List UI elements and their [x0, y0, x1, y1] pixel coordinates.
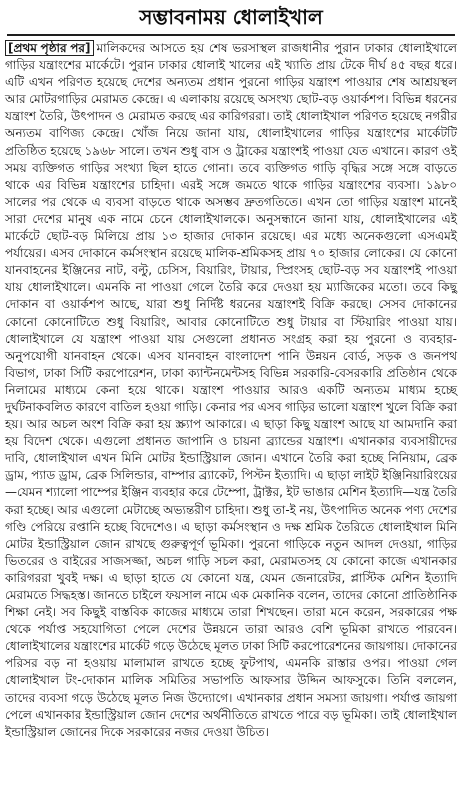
headline-divider	[7, 34, 455, 36]
article-body-text: মালিকদের আসতে হয় শেষ ভরসাস্থল রাজধানীর পুরান ঢাকার ধোলাইখালে গাড়ির যন্ত্রাংশের মার্কেটে। পুরান ঢাকার ধোলাই খালের এই খ্যাতি প্রায় টেকে দীর্ঘ ৪৫ বছর ধরে। এটি এখন পরিণত হয়েছে দেশের অন্যতম প্রধান পুরনো গাড়ির যন্ত্রাংশ পাওয়ার শেষ আশ্রয়স্থল আর মোটরগাড়ির মেরামত কেন্দ্রে। এ এলাকায় রয়েছে অসংখ্য ছোট-বড় ওয়ার্কশপ। বিভিন্ন ধরনের যন্ত্রাংশ তৈরি, উৎপাদন ও মেরামত করছে এর কারিগররা। তাই ধোলাইখাল পরিণত হয়েছে নগরীর অন্যতম বাণিজ্য কেন্দ্রে। খোঁজ নিয়ে জানা যায়, ধোলাইখালের গাড়ির যন্ত্রাংশের মার্কেটটি প্রতিষ্ঠিত হয়েছে ১৯৬৮ সালে। তখন শুধু বাস ও ট্রাকের যন্ত্রাংশই পাওয়া যেত এখানে। কারণ ওই সময় ব্যক্তিগত গাড়ির সংখ্যা ছিল হাতে গোনা। তবে ব্যক্তিগত গাড়ি বৃদ্ধির সঙ্গে সঙ্গে বাড়তে থাকে এর বিভিন্ন যন্ত্রাংশের চাহিদা। এরই সঙ্গে জমতে থাকে গাড়ির যন্ত্রাংশের ব্যবসা। ১৯৮০ সালের পর থেকে এ ব্যবসা বাড়তে থাকে অসম্ভব দ্রুতগতিতে। এখন তো গাড়ির যন্ত্রাংশ মানেই সারা দেশের মানুষ এক নামে চেনে ধোলাইখালকে। অনুসন্ধানে জানা যায়, ধোলাইখালের এই মার্কেটে ছোট-বড় মিলিয়ে প্রায় ১৩ হাজার দোকান রয়েছে। এর মধ্যে অনেকগুলো এসএমই পর্যায়ের। এসব দোকানে কর্মসংস্থান রয়েছে মালিক-শ্রমিকসহ প্রায় ৭০ হাজার লোকের। যে কোনো যানবাহনের ইঞ্জিনের নাট, বল্টু, চেসিস, বিয়ারিং, টায়ার, স্প্রিংসহ ছোট-বড় সব যন্ত্রাংশই পাওয়া যায় ধোলাইখালে। এমনকি না পাওয়া গেলে তৈরি করে দেওয়া হয় ম্যাজিকের মতো। তবে কিছু দোকান বা ওয়ার্কশপ আছে, যারা শুধু নির্দিষ্ট ধরনের যন্ত্রাংশই বিক্রি করছে। সেসব দোকানের কোনো কোনোটিতে শুধু বিয়ারিং, আবার কোনোটিতে শুধু টায়ার বা স্টিয়ারিং পাওয়া যায়। ধোলাইখালে যে যন্ত্রাংশ পাওয়া যায় সেগুলো প্রধানত সংগ্রহ করা হয় পুরনো ও ব্যবহার-অনুপযোগী যানবাহন থেকে। এসব যানবাহন বাংলাদেশ পানি উন্নয়ন বোর্ড, সড়ক ও জনপথ বিভাগ, ঢাকা সিটি করপোরেশন, ঢাকা ক্যান্টনমেন্টসহ বিভিন্ন সরকারি-বেসরকারি প্রতিষ্ঠান থেকে নিলামের মাধ্যমে কেনা হয়ে থাকে। যন্ত্রাংশ পাওয়ার আরও একটি অন্যতম মাধ্যম হচ্ছে দুর্ঘটনাকবলিত কারণে বাতিল হওয়া গাড়ি। কেনার পর এসব গাড়ির ভালো যন্ত্রাংশ খুলে বিক্রি করা হয়। আর অচল অংশ বিক্রি করা হয় স্ক্র্যাপ আকারে। এ ছাড়া কিছু যন্ত্রাংশ আছে যা আমদানি করা হয় বিদেশ থেকে। এগুলো প্রধানত জাপানি ও চায়না ব্র্যান্ডের যন্ত্রাংশ। এখানকার ব্যবসায়ীদের দাবি, ধোলাইখাল এখন মিনি মোটর ইন্ডাস্ট্রিয়াল জোন। এখানে তৈরি করা হচ্ছে নিনিয়াম, ব্রেক ড্রাম, প্যাড ড্রাম, ব্রেক সিলিন্ডার, বাম্পার ব্র্যাকেট, পিস্টন ইত্যাদি। এ ছাড়া লাইট ইঞ্জিনিয়ারিংয়ের—যেমন শ্যালো পাম্পের ইঞ্জিন ব্যবহার করে টেম্পো, ট্রাক্টর, ইট ভাঙার মেশিন ইত্যাদি—যন্ত্র তৈরি করা হচ্ছে। আর এগুলো মেটাচ্ছে অভ্যন্তরীণ চাহিদা। শুধু তা-ই নয়, উৎপাদিত অনেক পণ্য দেশের গণ্ডি পেরিয়ে রপ্তানি হচ্ছে বিদেশেও। এ ছাড়া কর্মসংস্থান ও দক্ষ শ্রমিক তৈরিতে ধোলাইখাল মিনি মোটর ইন্ডাস্ট্রিয়াল জোন রাখছে গুরুত্বপূর্ণ ভূমিকা। পুরনো গাড়িকে নতুন আদল দেওয়া, গাড়ির ভিতরের ও বাইরের সাজসজ্জা, অচল গাড়ি সচল করা, মেরামতসহ যে কোনো কাজে এখানকার কারিগররা খুবই দক্ষ। এ ছাড়া হাতে যে কোনো যন্ত্র, যেমন জেনারেটর, প্লাস্টিক মেশিন ইত্যাদি মেরামতে সিদ্ধহস্ত। জানতে চাইলে ফয়সাল নামে এক মেকানিক বলেন, তাদের কোনো প্রাতিষ্ঠানিক শিক্ষা নেই। সব কিছুই বাস্তবিক কাজের মাধ্যমে তারা শিখছেন। তারা মনে করেন, সরকারের পক্ষ থেকে পর্যাপ্ত সহযোগিতা পেলে দেশের উন্নয়নে তারা আরও বেশি ভূমিকা রাখতে পারবেন। ধোলাইখালের যন্ত্রাংশের মার্কেট গড়ে উঠেছে মূলত ঢাকা সিটি করপোরেশনের জায়গায়। দোকানের পরিসর বড় না হওয়ায় মালামাল রাখতে হচ্ছে ফুটপাথ, এমনকি রাস্তার ওপর। পাওয়া গেল ধোলাইখাল টং-দোকান মালিক সমিতির সভাপতি আফসার উদ্দিন আফসুকে। তিনি বললেন, তাদের ব্যবসা গড়ে উঠেছে মূলত নিজ উদ্যোগে। এখানকার প্রধান সমস্যা জায়গা। পর্যাপ্ত জায়গা পেলে এখানকার ইন্ডাস্ট্রিয়াল জোন দেশের অর্থনীতিতে রাখতে পারে বড় ভূমিকা। তাই ধোলাইখাল ইন্ডাস্ট্রিয়াল জোনের দিকে সরকারের নজর দেওয়া উচিত।	[5, 41, 457, 739]
article-body	[5, 40, 457, 741]
continuation-label: [প্রথম পৃষ্ঠার পর]	[5, 40, 94, 56]
article-headline: সম্ভাবনাময় ধোলাইখাল	[139, 5, 323, 29]
